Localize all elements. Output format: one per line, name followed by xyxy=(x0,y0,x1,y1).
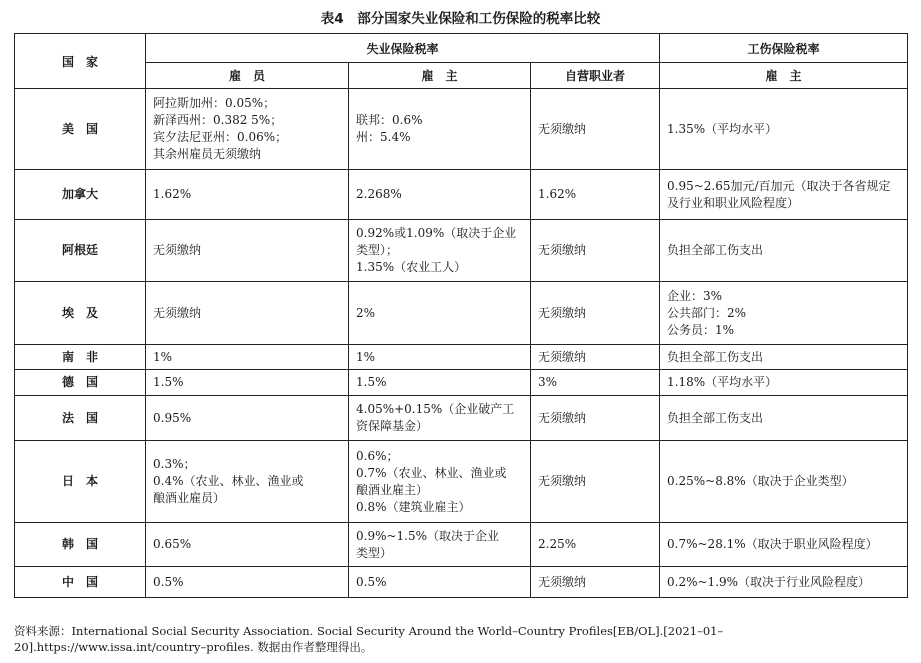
employee-cell xyxy=(146,170,349,220)
cell-line: 0.95% xyxy=(153,410,192,425)
cell-line: 酿酒业雇主） xyxy=(356,482,429,497)
cell-line: 新泽西州：0.382 5%； xyxy=(153,113,283,127)
country-cell: 美 国 xyxy=(15,89,146,170)
table-row xyxy=(15,220,908,282)
cell-line: 类型）； xyxy=(356,243,399,257)
header-self-employed: 自营职业者 xyxy=(531,63,660,89)
cell-line: 1.35%（农业工人） xyxy=(356,260,467,274)
injury-cell xyxy=(660,370,908,396)
table-row xyxy=(15,441,908,523)
header-unemployment: 失业保险税率 xyxy=(146,34,660,63)
cell-line: 无须缴纳 xyxy=(538,243,587,257)
injury-cell xyxy=(660,523,908,567)
cell-line: 0.4%（农业、林业、渔业或 xyxy=(153,474,304,488)
cell-line: 公共部门：2% xyxy=(667,305,747,320)
cell-line: 无须缴纳 xyxy=(538,121,587,136)
cell-line: 0.92%或1.09%（取决于企业 xyxy=(356,226,517,240)
cell-line: 2.25% xyxy=(538,537,577,551)
cell-line: 及行业和职业风险程度） xyxy=(667,195,800,210)
self-employed-cell xyxy=(531,170,660,220)
cell-line: 1.62% xyxy=(153,187,192,201)
self-employed-cell xyxy=(531,89,660,170)
cell-line: 负担全部工伤支出 xyxy=(667,410,764,425)
cell-line: 0.7%~28.1%（取决于职业风险程度） xyxy=(667,537,878,551)
cell-line: 0.25%~8.8%（取决于企业类型） xyxy=(667,474,854,488)
country-cell: 南 非 xyxy=(15,345,146,370)
employer-cell xyxy=(349,396,531,441)
self-employed-cell xyxy=(531,282,660,345)
cell-line: 1.5% xyxy=(356,375,387,389)
cell-line: 1.62% xyxy=(538,187,577,201)
injury-cell xyxy=(660,170,908,220)
employee-cell xyxy=(146,441,349,523)
cell-line: 无须缴纳 xyxy=(153,243,202,257)
cell-line: 无须缴纳 xyxy=(538,305,587,320)
country-cell: 德 国 xyxy=(15,370,146,396)
employer-cell xyxy=(349,370,531,396)
header-country: 国 家 xyxy=(15,34,146,89)
injury-cell xyxy=(660,282,908,345)
cell-line: 0.65% xyxy=(153,537,192,551)
employer-cell xyxy=(349,567,531,598)
cell-line: 无须缴纳 xyxy=(538,349,587,364)
table-row xyxy=(15,370,908,396)
cell-line: 资保障基金） xyxy=(356,419,429,433)
employer-cell xyxy=(349,282,531,345)
header-employee: 雇 员 xyxy=(146,63,349,89)
cell-line: 0.6%； xyxy=(356,448,399,463)
employee-cell xyxy=(146,282,349,345)
cell-line: 联邦：0.6% xyxy=(356,113,423,127)
employer-cell xyxy=(349,89,531,170)
country-cell: 埃 及 xyxy=(15,282,146,345)
employee-cell xyxy=(146,396,349,441)
cell-line: 阿拉斯加州：0.05%； xyxy=(153,96,276,110)
cell-line: 其余州雇员无须缴纳 xyxy=(153,147,262,161)
table-row xyxy=(15,396,908,441)
cell-line: 无须缴纳 xyxy=(153,305,202,320)
tax-rate-table xyxy=(14,33,908,598)
self-employed-cell xyxy=(531,441,660,523)
country-cell: 阿根廷 xyxy=(15,220,146,282)
table-row xyxy=(15,523,908,567)
cell-line: 2.268% xyxy=(356,187,402,201)
self-employed-cell xyxy=(531,370,660,396)
cell-line: 宾夕法尼亚州：0.06%； xyxy=(153,130,288,144)
table-row xyxy=(15,345,908,370)
country-cell: 法 国 xyxy=(15,396,146,441)
self-employed-cell xyxy=(531,523,660,567)
country-cell: 韩 国 xyxy=(15,523,146,567)
table-row xyxy=(15,89,908,170)
injury-cell xyxy=(660,220,908,282)
injury-cell xyxy=(660,567,908,598)
header-employer: 雇 主 xyxy=(349,63,531,89)
cell-line: 4.05%+0.15%（企业破产工 xyxy=(356,402,515,416)
cell-line: 0.2%~1.9%（取决于行业风险程度） xyxy=(667,574,871,589)
cell-line: 公务员：1% xyxy=(667,322,735,337)
cell-line: 负担全部工伤支出 xyxy=(667,243,764,257)
injury-cell xyxy=(660,89,908,170)
self-employed-cell xyxy=(531,345,660,370)
source-note: 资料来源：International Social Security Association. Social Security Around the World–Country Profiles[EB/OL].[2021–01–20].https://www.issa.int/country–profiles. 数据由作者整理得出。 xyxy=(14,624,724,654)
cell-line: 无须缴纳 xyxy=(538,574,587,589)
cell-line: 类型） xyxy=(356,545,393,560)
cell-line: 酿酒业雇员） xyxy=(153,491,226,505)
cell-line: 2% xyxy=(356,305,376,320)
employer-cell xyxy=(349,345,531,370)
cell-line: 0.5% xyxy=(153,574,184,589)
employee-cell xyxy=(146,567,349,598)
cell-line: 1.5% xyxy=(153,375,184,389)
employer-cell xyxy=(349,220,531,282)
employer-cell xyxy=(349,170,531,220)
cell-line: 0.7%（农业、林业、渔业或 xyxy=(356,465,507,480)
country-cell: 日 本 xyxy=(15,441,146,523)
country-cell: 中 国 xyxy=(15,567,146,598)
employer-cell xyxy=(349,441,531,523)
table-row xyxy=(15,170,908,220)
employee-cell xyxy=(146,220,349,282)
employer-cell xyxy=(349,523,531,567)
cell-line: 0.3%； xyxy=(153,457,196,471)
employee-cell xyxy=(146,345,349,370)
cell-line: 企业：3% xyxy=(667,288,723,303)
table-row xyxy=(15,282,908,345)
cell-line: 无须缴纳 xyxy=(538,410,587,425)
cell-line: 0.9%~1.5%（取决于企业 xyxy=(356,528,500,543)
cell-line: 1.18%（平均水平） xyxy=(667,375,778,389)
header-injury-employer: 雇 主 xyxy=(660,63,908,89)
injury-cell xyxy=(660,441,908,523)
cell-line: 1.35%（平均水平） xyxy=(667,121,778,136)
self-employed-cell xyxy=(531,220,660,282)
cell-line: 州：5.4% xyxy=(356,130,411,144)
self-employed-cell xyxy=(531,567,660,598)
cell-line: 3% xyxy=(538,375,558,389)
table-row xyxy=(15,567,908,598)
cell-line: 1% xyxy=(153,349,173,364)
self-employed-cell xyxy=(531,396,660,441)
employee-cell xyxy=(146,89,349,170)
cell-line: 无须缴纳 xyxy=(538,474,587,488)
header-injury: 工伤保险税率 xyxy=(660,34,908,63)
cell-line: 负担全部工伤支出 xyxy=(667,349,764,364)
table-title: 表4 部分国家失业保险和工伤保险的税率比较 xyxy=(320,11,601,27)
injury-cell xyxy=(660,396,908,441)
country-cell: 加拿大 xyxy=(15,170,146,220)
injury-cell xyxy=(660,345,908,370)
cell-line: 0.5% xyxy=(356,574,387,589)
employee-cell xyxy=(146,523,349,567)
cell-line: 1% xyxy=(356,349,376,364)
employee-cell xyxy=(146,370,349,396)
cell-line: 0.8%（建筑业雇主） xyxy=(356,499,471,514)
cell-line: 0.95~2.65加元/百加元（取决于各省规定 xyxy=(667,178,891,193)
